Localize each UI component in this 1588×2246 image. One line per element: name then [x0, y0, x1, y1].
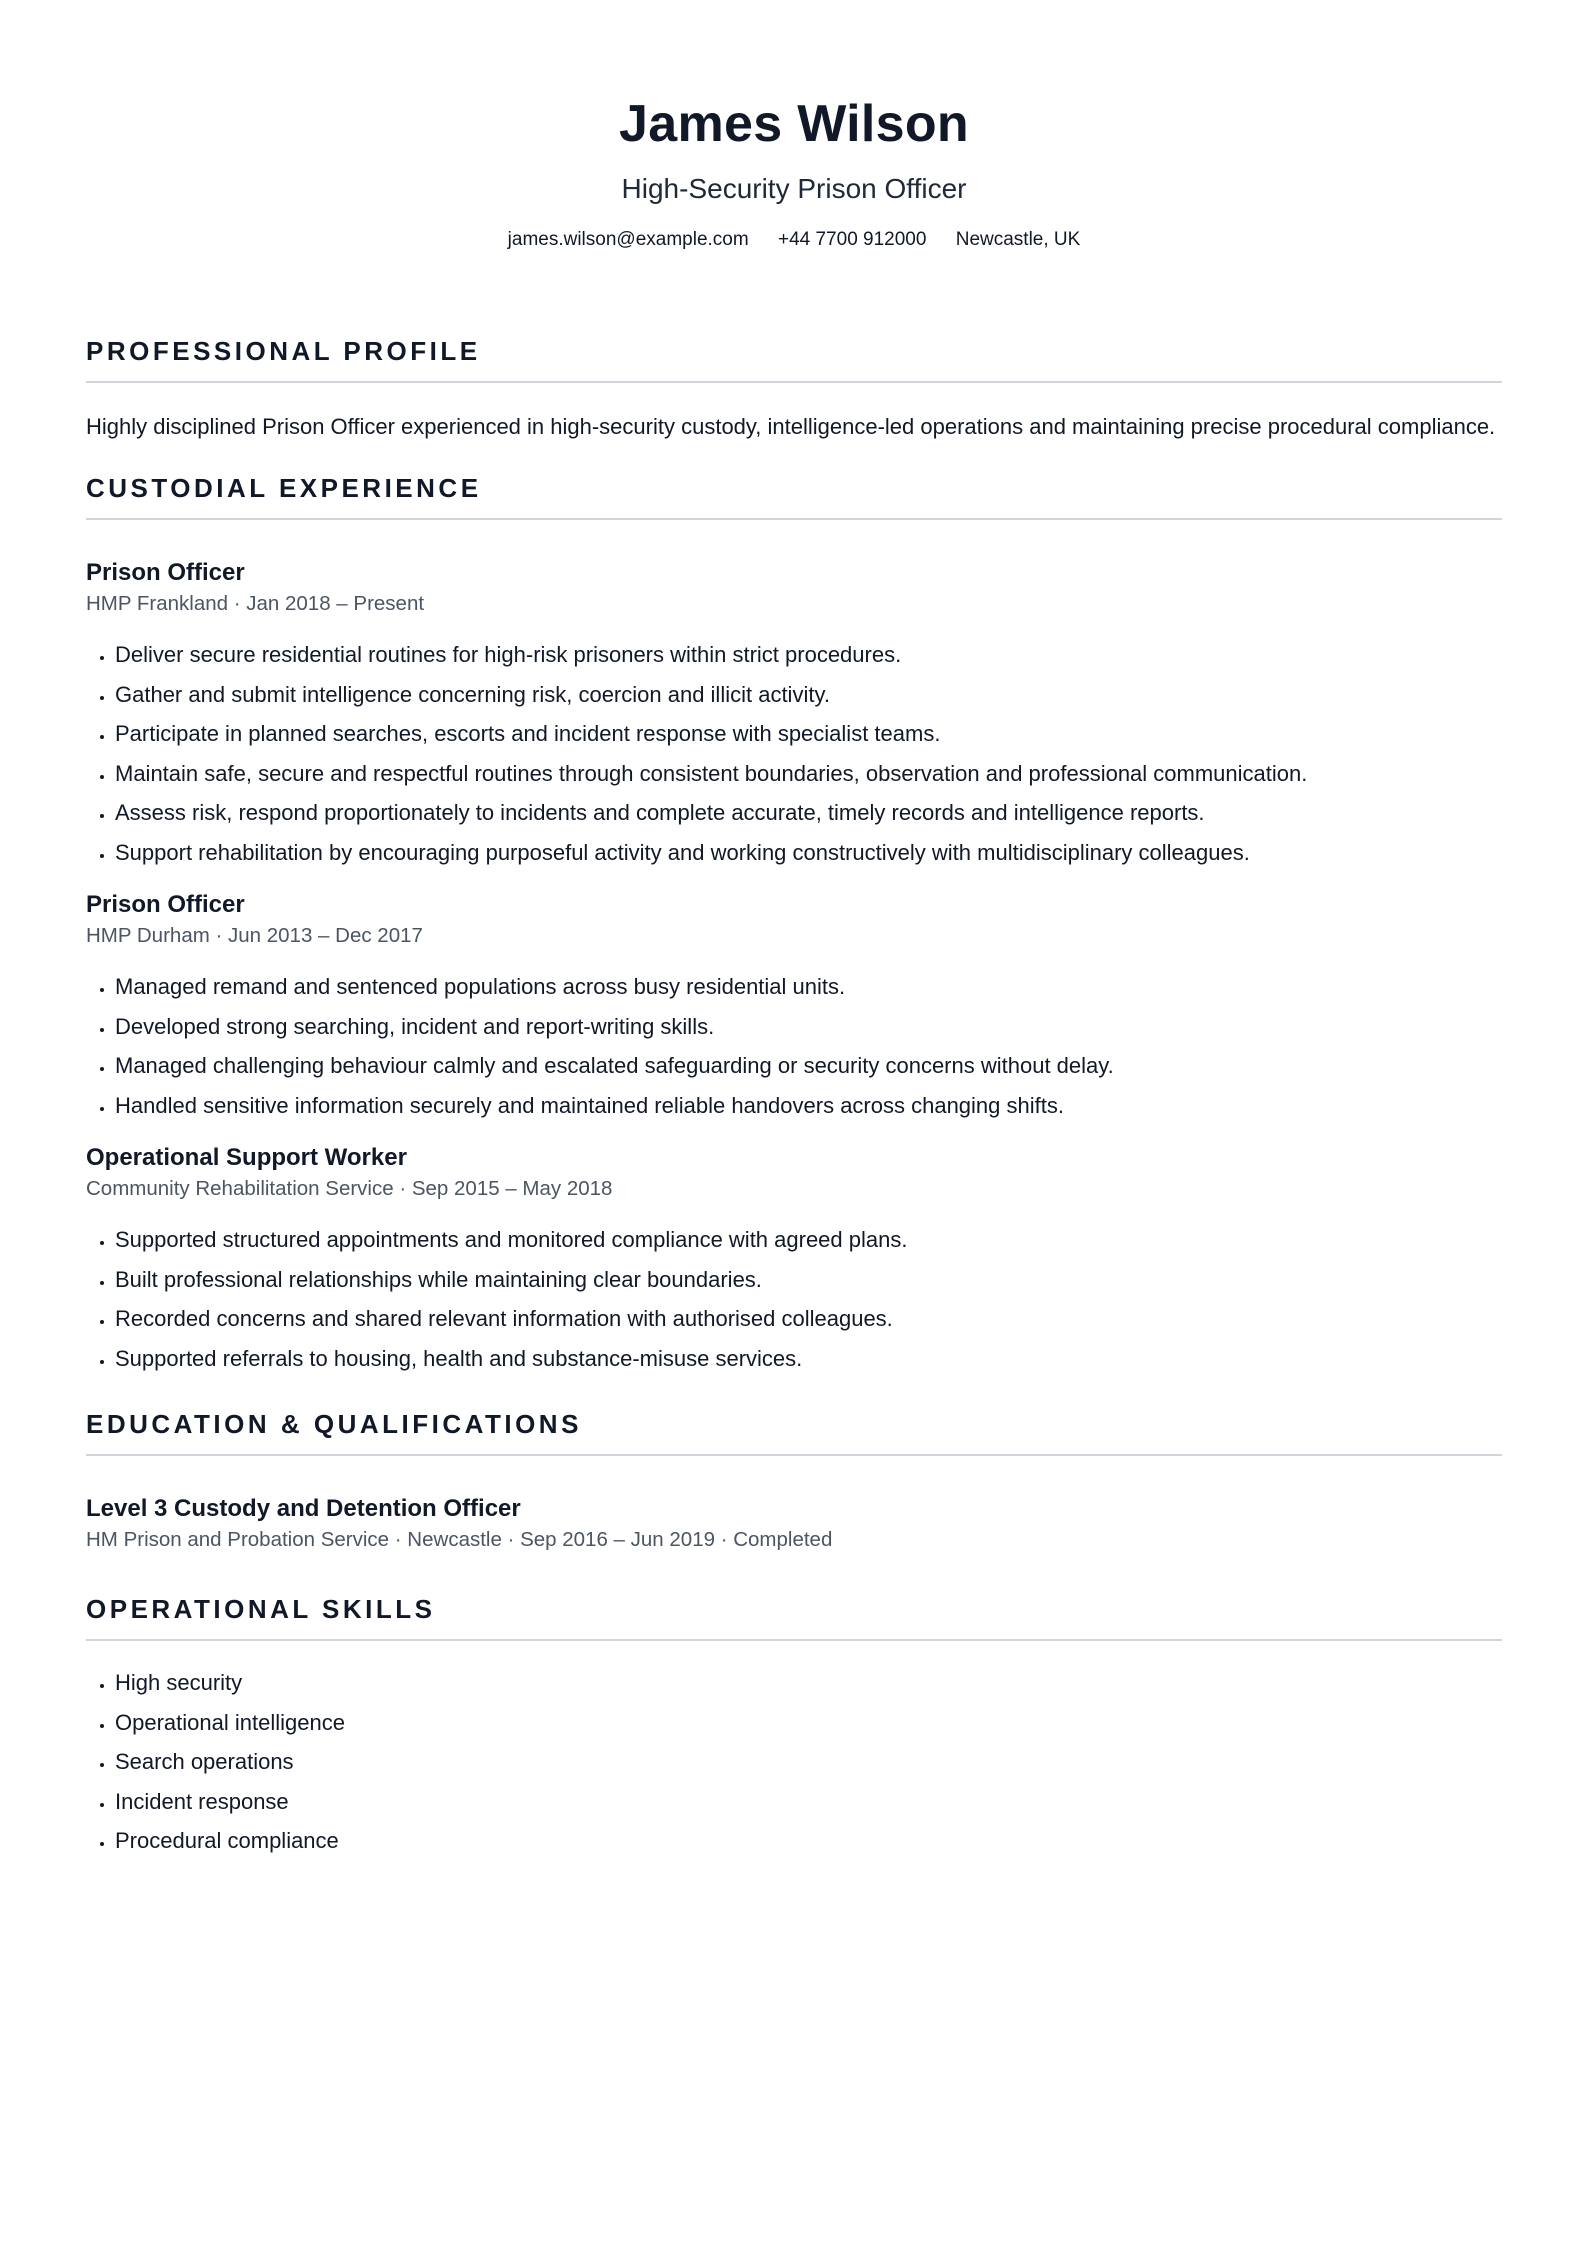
job-bullet: • Managed challenging behaviour calmly and escalated safeguarding or security concerns without delay.: [115, 1046, 1502, 1086]
skill-item: • Procedural compliance: [115, 1821, 1502, 1861]
skills-list: [86, 1663, 1502, 1861]
contact-email: james.wilson@example.com: [507, 229, 749, 250]
job-bullet: • Participate in planned searches, escorts and incident response with specialist teams.: [115, 714, 1502, 754]
job-entry: [86, 890, 1502, 1125]
job-bullet: • Supported referrals to housing, health and substance-misuse services.: [115, 1339, 1502, 1379]
education-title: Level 3 Custody and Detention Officer: [86, 1495, 521, 1522]
skill-item: • High security: [115, 1663, 1502, 1703]
job-bullets: [86, 967, 1502, 1125]
skills-section: [86, 1593, 1502, 1861]
job-bullet: • Managed remand and sentenced populations across busy residential units.: [115, 967, 1502, 1007]
job-title: Prison Officer: [86, 891, 245, 918]
contact-line: [86, 228, 1502, 252]
job-meta: Community Rehabilitation Service · Sep 2015 – May 2018: [86, 1177, 613, 1200]
education-heading: EDUCATION & QUALIFICATIONS: [86, 1408, 1502, 1456]
job-meta: HMP Durham · Jun 2013 – Dec 2017: [86, 924, 423, 947]
job-bullet: • Assess risk, respond proportionately to incidents and complete accurate, timely records and intelligence reports.: [115, 793, 1502, 833]
job-meta: HMP Frankland · Jan 2018 – Present: [86, 592, 425, 615]
skill-item: • Operational intelligence: [115, 1703, 1502, 1743]
job-bullet: • Gather and submit intelligence concerning risk, coercion and illicit activity.: [115, 675, 1502, 715]
candidate-name: James Wilson: [619, 95, 969, 153]
experience-section: [86, 472, 1502, 1378]
education-meta: HM Prison and Probation Service · Newcastle · Sep 2016 – Jun 2019 · Completed: [86, 1528, 833, 1551]
skills-heading: OPERATIONAL SKILLS: [86, 1593, 1502, 1641]
education-entry: [86, 1494, 1502, 1553]
skill-item: • Incident response: [115, 1782, 1502, 1822]
job-bullet: • Deliver secure residential routines for high-risk prisoners within strict procedures.: [115, 635, 1502, 675]
education-section: [86, 1408, 1502, 1553]
job-entry: [86, 1143, 1502, 1378]
contact-phone: +44 7700 912000: [777, 229, 927, 250]
job-bullets: [86, 1220, 1502, 1378]
resume-header: [86, 0, 1502, 252]
contact-location: Newcastle, UK: [955, 229, 1081, 250]
skill-item: • Search operations: [115, 1742, 1502, 1782]
job-bullet: • Built professional relationships while maintaining clear boundaries.: [115, 1260, 1502, 1300]
job-bullet: • Developed strong searching, incident and report-writing skills.: [115, 1007, 1502, 1047]
job-entry: [86, 558, 1502, 872]
job-bullet: • Recorded concerns and shared relevant information with authorised colleagues.: [115, 1299, 1502, 1339]
job-title: Operational Support Worker: [86, 1144, 407, 1171]
profile-text: Highly disciplined Prison Officer experienced in high-security custody, intelligence-led operations and maintaining precise procedural compliance.: [86, 414, 1496, 439]
candidate-title: High-Security Prison Officer: [621, 173, 967, 204]
job-bullet: • Handled sensitive information securely and maintained reliable handovers across changing shifts.: [115, 1086, 1502, 1126]
profile-section: [86, 335, 1502, 442]
job-title: Prison Officer: [86, 559, 245, 586]
job-bullet: • Support rehabilitation by encouraging purposeful activity and working constructively with multidisciplinary colleagues.: [115, 833, 1502, 873]
profile-heading: PROFESSIONAL PROFILE: [86, 335, 1502, 383]
job-bullets: [86, 635, 1502, 872]
job-bullet: • Supported structured appointments and monitored compliance with agreed plans.: [115, 1220, 1502, 1260]
experience-heading: CUSTODIAL EXPERIENCE: [86, 472, 1502, 520]
job-bullet: • Maintain safe, secure and respectful routines through consistent boundaries, observation and professional communication.: [115, 754, 1502, 794]
